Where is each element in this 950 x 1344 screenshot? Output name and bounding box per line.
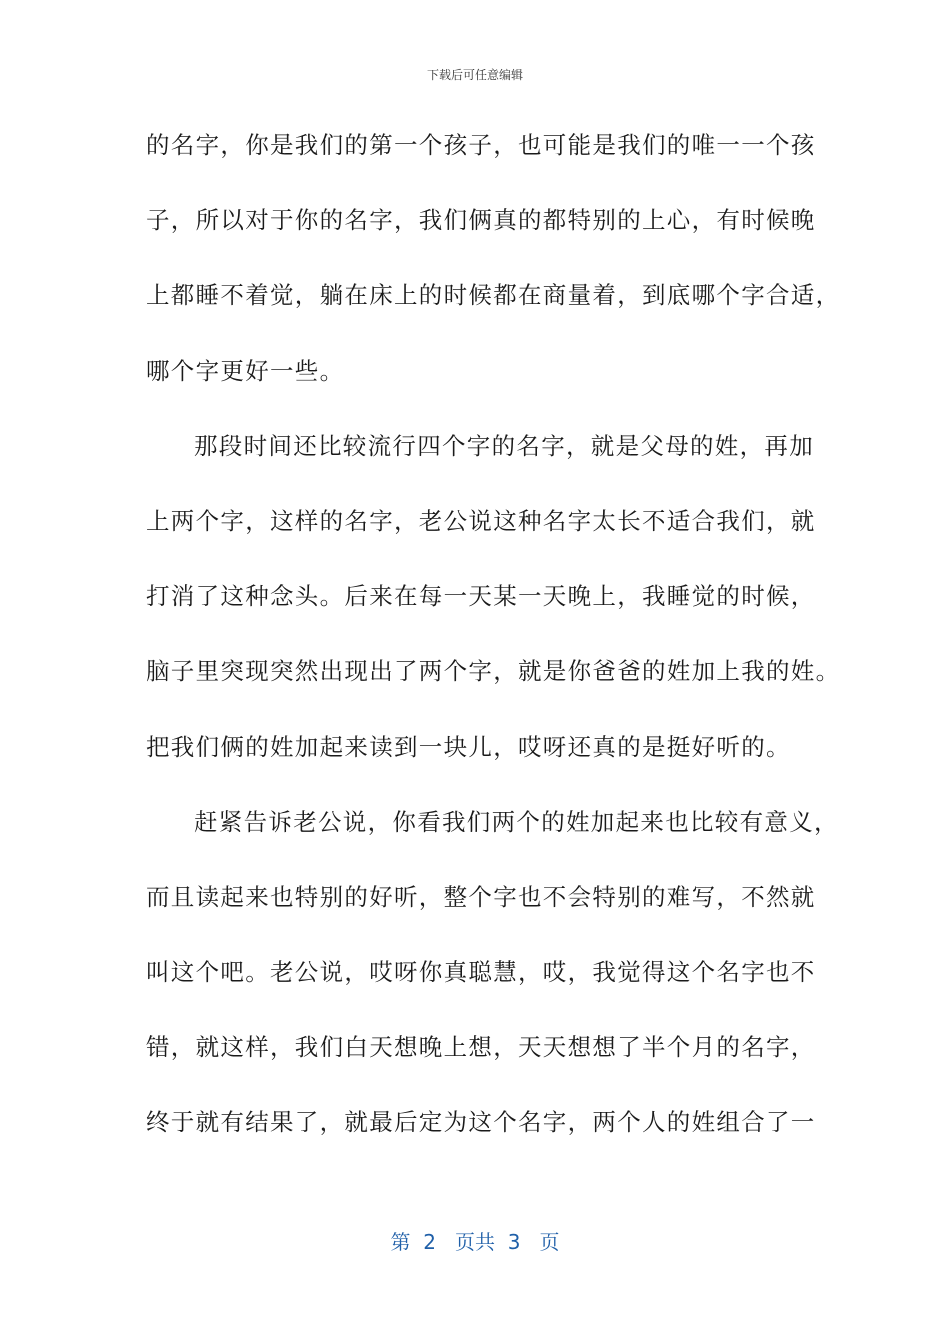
text-line: 脑子里突现突然出现出了两个字，就是你爸爸的姓加上我的姓。 (146, 657, 841, 686)
page-header-note: 下载后可任意编辑 (426, 68, 523, 82)
text-line: 叫这个吧。老公说，哎呀你真聪慧，哎，我觉得这个名字也不 (146, 958, 816, 987)
text-line: 的名字，你是我们的第一个孩子，也可能是我们的唯一一个孩 (146, 131, 816, 159)
text-line: 子，所以对于你的名字，我们俩真的都特别的上心，有时候晚 (146, 206, 816, 235)
text-line: 终于就有结果了，就最后定为这个名字，两个人的姓组合了一 (146, 1108, 816, 1137)
text-line: 而且读起来也特别的好听，整个字也不会特别的难写，不然就 (146, 882, 816, 911)
paragraph-start-line: 赶紧告诉老公说，你看我们两个的姓加起来也比较有意义， (194, 807, 839, 836)
document-body (146, 124, 841, 1177)
paragraph-start-line: 那段时间还比较流行四个字的名字，就是父母的姓，再加 (194, 431, 814, 460)
text-line: 哪个字更好一些。 (146, 356, 345, 385)
text-line: 错，就这样，我们白天想晚上想，天天想想了半个月的名字， (146, 1033, 816, 1062)
text-line: 把我们俩的姓加起来读到一块儿，哎呀还真的是挺好听的。 (146, 732, 791, 761)
text-line: 打消了这种念头。后来在每一天某一天晚上，我睡觉的时候， (146, 582, 816, 611)
page-number-footer: 第 2 页共 3 页 (390, 1230, 560, 1254)
text-line: 上两个字，这样的名字，老公说这种名字太长不适合我们，就 (146, 506, 816, 535)
text-line: 上都睡不着觉，躺在床上的时候都在商量着，到底哪个字合适， (146, 281, 841, 310)
